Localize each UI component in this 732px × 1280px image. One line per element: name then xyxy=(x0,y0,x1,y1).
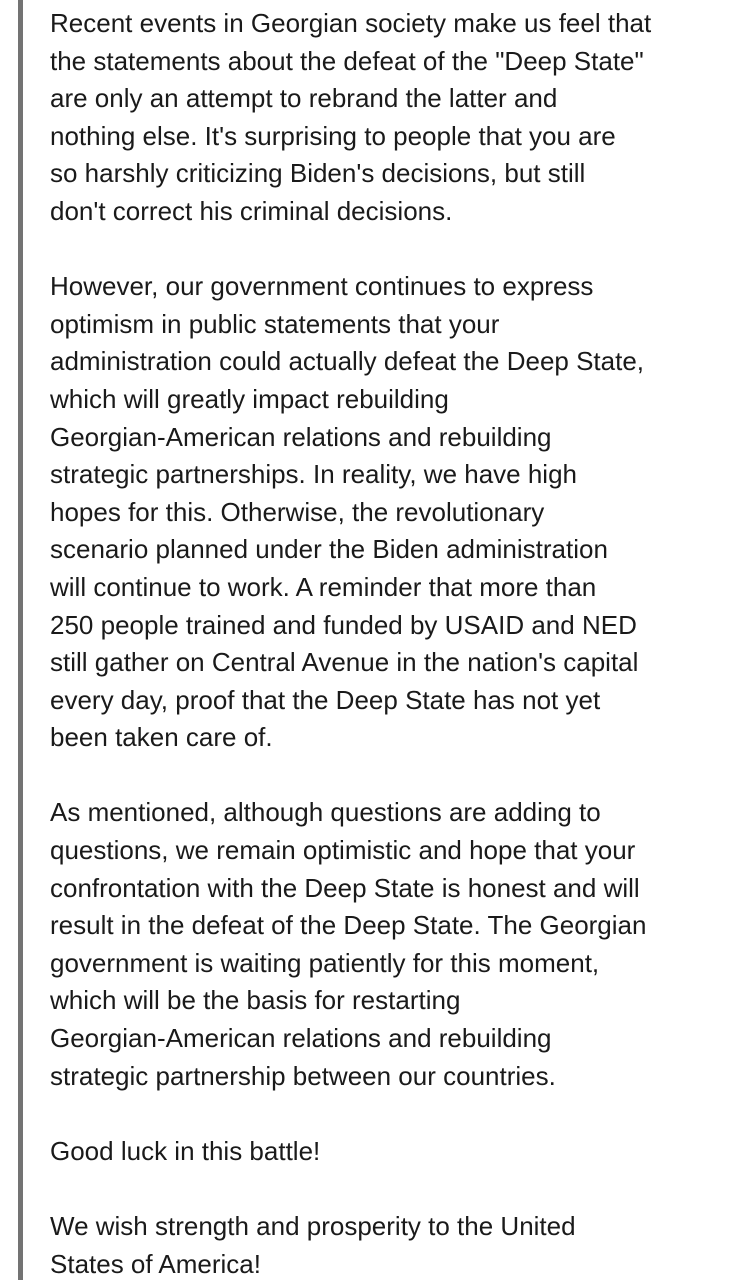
message-paragraph: We wish strength and prosperity to the United States of America! xyxy=(50,1211,576,1279)
message-paragraph: However, our government continues to express optimism in public statements that your administration could actually defeat the Deep State, which will greatly impact rebuilding Georgian-American relations and rebuilding strategic partnerships. In reality, we have high hopes for this. Otherwise, the revolutionary scenario planned under the Biden administration will continue to work. A reminder that more than 250 people trained and funded by USAID and NED still gather on Central Avenue in the nation's capital every day, proof that the Deep State has not yet been taken care of. xyxy=(50,271,645,753)
message-paragraph: As mentioned, although questions are adding to questions, we remain optimistic and hope that your confrontation with the Deep State is honest and will result in the defeat of the Deep State. The Georgian government is waiting patiently for this moment, which will be the basis for restarting Georgian-American relations and rebuilding strategic partnership between our countries. xyxy=(50,797,647,1091)
message-body xyxy=(50,5,725,1280)
message-paragraph: Good luck in this battle! xyxy=(50,1135,321,1166)
quote-border xyxy=(18,0,23,1280)
message-paragraph: Recent events in Georgian society make us feel that the statements about the defeat of the "Deep State" are only an attempt to rebrand the latter and nothing else. It's surprising to people that you are so harshly criticizing Biden's decisions, but still don't correct his criminal decisions. xyxy=(50,8,652,226)
